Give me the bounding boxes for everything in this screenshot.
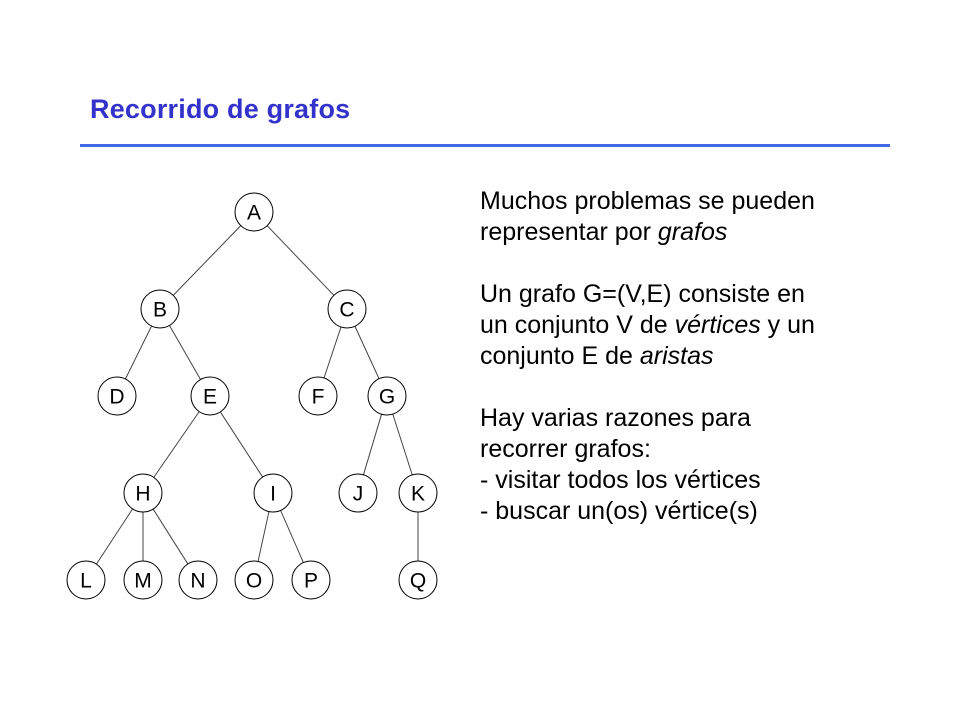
tree-node-label: F <box>311 385 325 409</box>
text-line: conjunto E de aristas <box>480 342 714 370</box>
tree-edge-C-F <box>324 327 341 378</box>
tree-node-F <box>299 377 337 415</box>
tree-node-label: P <box>303 569 319 593</box>
text-line: un conjunto V de vértices y un <box>480 311 815 339</box>
tree-node-J <box>339 474 377 512</box>
text-line: recorrer grafos: <box>480 435 651 463</box>
text-line: representar por grafos <box>480 218 728 246</box>
tree-node-label: K <box>410 482 426 506</box>
tree-edge-E-H <box>154 412 199 478</box>
tree-node-M <box>124 561 162 599</box>
tree-edge-G-K <box>393 414 412 475</box>
tree-node-D <box>98 377 136 415</box>
tree-node-label: H <box>135 482 151 506</box>
tree-node-N <box>179 561 217 599</box>
tree-node-Q <box>399 561 437 599</box>
tree-node-label: B <box>152 298 168 322</box>
tree-node-E <box>191 377 229 415</box>
tree-edge-I-O <box>258 512 269 562</box>
tree-node-label: A <box>246 201 262 225</box>
tree-node-B <box>141 290 179 328</box>
tree-edge-B-D <box>125 326 151 379</box>
tree-node-G <box>368 377 406 415</box>
tree-edge-H-N <box>153 509 188 564</box>
tree-node-label: J <box>352 482 364 506</box>
tree-edge-B-E <box>169 325 200 379</box>
tree-node-label: Q <box>409 569 427 593</box>
tree-node-label: M <box>134 569 152 593</box>
tree-edge-C-G <box>355 326 379 378</box>
tree-edge-H-L <box>96 509 132 564</box>
tree-node-P <box>292 561 330 599</box>
tree-node-label: E <box>202 385 218 409</box>
text-line: Un grafo G=(V,E) consiste en <box>480 280 805 308</box>
text-line: - buscar un(os) vértice(s) <box>480 497 758 525</box>
tree-edge-A-B <box>173 226 241 296</box>
tree-node-label: G <box>378 385 396 409</box>
tree-nodes <box>67 193 437 599</box>
tree-node-label: D <box>109 385 125 409</box>
tree-node-label: O <box>245 569 263 593</box>
tree-node-I <box>254 474 292 512</box>
tree-node-label: L <box>80 569 92 593</box>
tree-node-O <box>235 561 273 599</box>
tree-node-H <box>124 474 162 512</box>
tree-node-label: I <box>270 482 276 506</box>
slide-title: Recorrido de grafos <box>90 94 351 124</box>
tree-node-A <box>235 193 273 231</box>
text-line: - visitar todos los vértices <box>480 466 761 494</box>
tree-node-K <box>399 474 437 512</box>
tree-node-label: C <box>339 298 355 322</box>
tree-node-C <box>328 290 366 328</box>
body-text <box>480 186 930 527</box>
tree-node-L <box>67 561 105 599</box>
tree-edge-G-J <box>363 414 381 475</box>
tree-edge-I-P <box>281 510 304 562</box>
text-line: Hay varias razones para <box>480 404 751 432</box>
tree-edge-E-I <box>220 412 262 477</box>
tree-edge-A-C <box>267 226 334 296</box>
tree-node-label: N <box>190 569 206 593</box>
text-line: Muchos problemas se pueden <box>480 187 815 215</box>
